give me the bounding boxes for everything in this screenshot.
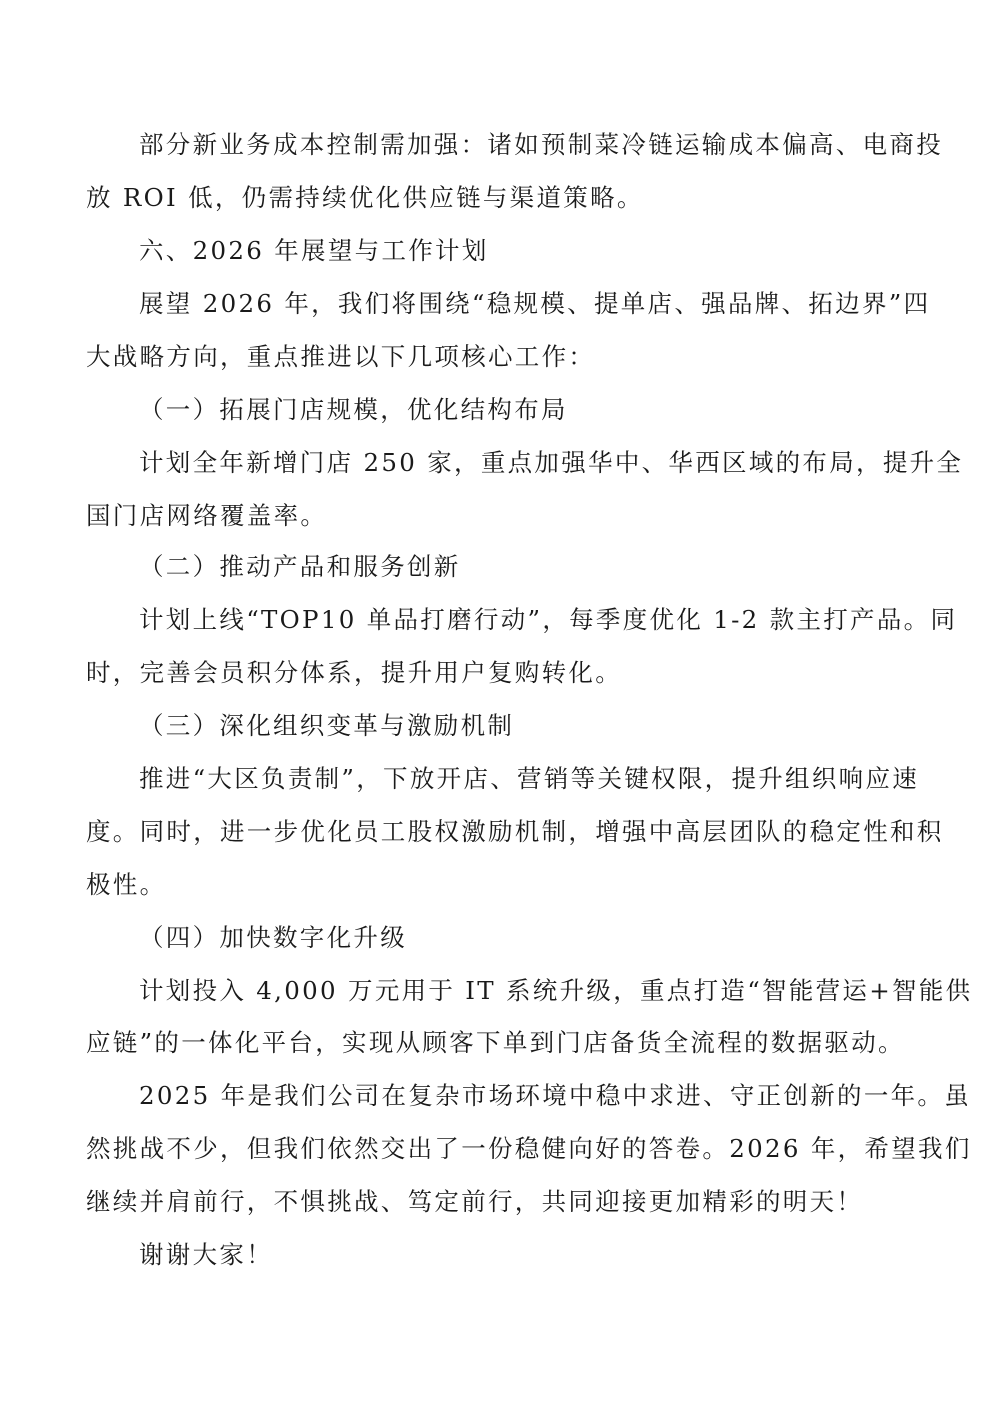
text-line: （三）深化组织变革与激励机制	[139, 711, 515, 740]
text-line: （四）加快数字化升级	[139, 923, 407, 952]
text-line: 极性。	[86, 870, 167, 899]
text-line: （一）拓展门店规模，优化结构布局	[139, 395, 568, 424]
text-line: 继续并肩前行，不惧挑战、笃定前行，共同迎接更加精彩的明天！	[86, 1187, 864, 1216]
text-line: 国门店网络覆盖率。	[86, 501, 328, 530]
text-line: 部分新业务成本控制需加强：诸如预制菜冷链运输成本偏高、电商投	[139, 130, 943, 159]
text-line: 展望 2026 年，我们将围绕“稳规模、提单店、强品牌、拓边界”四	[139, 289, 931, 318]
text-line: 推进“大区负责制”，下放开店、营销等关键权限，提升组织响应速	[139, 764, 920, 793]
text-line: 度。同时，进一步优化员工股权激励机制，增强中高层团队的稳定性和积	[86, 817, 944, 846]
text-line: 大战略方向，重点推进以下几项核心工作：	[86, 342, 596, 371]
text-line: 2025 年是我们公司在复杂市场环境中稳中求进、守正创新的一年。虽	[139, 1081, 972, 1110]
text-line: 放 ROI 低，仍需持续优化供应链与渠道策略。	[86, 183, 644, 212]
text-line: （二）推动产品和服务创新	[139, 552, 461, 581]
text-line: 时，完善会员积分体系，提升用户复购转化。	[86, 658, 622, 687]
text-line: 应链”的一体化平台，实现从顾客下单到门店备货全流程的数据驱动。	[86, 1028, 905, 1057]
text-line: 六、2026 年展望与工作计划	[139, 236, 489, 265]
text-line: 计划投入 4,000 万元用于 IT 系统升级，重点打造“智能营运+智能供	[139, 976, 973, 1005]
text-line: 然挑战不少，但我们依然交出了一份稳健向好的答卷。2026 年，希望我们	[86, 1134, 972, 1163]
text-line: 谢谢大家！	[139, 1240, 273, 1269]
text-line: 计划上线“TOP10 单品打磨行动”，每季度优化 1-2 款主打产品。同	[139, 605, 958, 634]
text-line: 计划全年新增门店 250 家，重点加强华中、华西区域的布局，提升全	[139, 448, 964, 477]
